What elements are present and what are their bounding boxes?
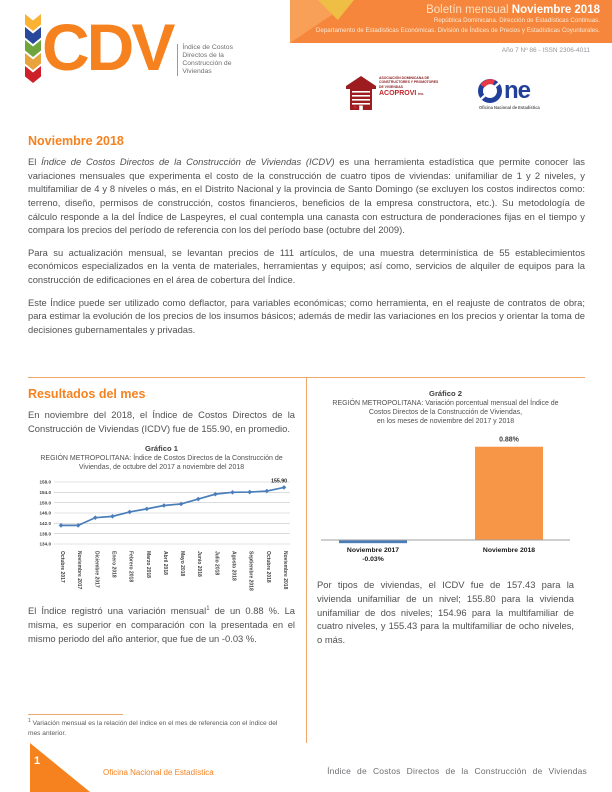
results-paragraph-1: En noviembre del 2018, el Índice de Costos Directos de la Construcción de Viviendas (ICDV) fue de 155.90, en promedio. xyxy=(28,409,295,434)
svg-text:142.0: 142.0 xyxy=(39,521,51,527)
one-name: ne xyxy=(504,76,531,104)
icdv-logo-tagline xyxy=(177,44,233,76)
intro-paragraph-2: Para su actualización mensual, se levantan precios de 111 artículos, de una muestra determinística de 55 establecimientos económicos especializados en la venta de materiales, herramientas y equipos; así como, servicios de alquiler de equipos para la construcción de edificaciones en el área de cobertura del Índice. xyxy=(28,246,585,285)
svg-text:Abril 2018: Abril 2018 xyxy=(161,551,168,576)
intro-heading: Noviembre 2018 xyxy=(28,134,124,148)
svg-text:Octubre 2018: Octubre 2018 xyxy=(264,551,271,584)
svg-text:Julio 2018: Julio 2018 xyxy=(213,551,220,576)
grafico-1-subtitle: REGIÓN METROPOLITANA: Índice de Costos Directos de la Construcción de Viviendas, de octubre del 2017 a noviembre del 2018 xyxy=(40,455,283,472)
tagline-line: Directos de la xyxy=(182,51,224,59)
tagline-line: Viviendas xyxy=(182,67,212,75)
svg-text:Agosto 2018: Agosto 2018 xyxy=(230,551,237,582)
intro-paragraph-1: El Índice de Costos Directos de la Construcción de Viviendas (ICDV) es una herramienta estadística que permite conocer las variaciones mensuales que experimenta el costo de la construcción de cuatro tipos de viviendas: unifamiliar de 1 y 2 niveles, y multifamiliar de 4 y 8 niveles o más, en el Distrito Nacional y la provincia de Santo Domingo (se excluyen los costos indirectos como: terreno, diseño, permisos de construcción, costos financieros, beneficios de la empresa constructora, etc.). Su metodología de cálculo responde a la del Índice de Laspeyres, el cual contempla una canasta con estructura de ponderaciones fijas en el tiempo y compara los precios del período de referencia con los del período base (octubre del 2009). xyxy=(28,156,585,236)
banner-subtitle-2: Departamento de Estadísticas Económicas. División de Índices de Precios y Estadísticas Coyunturales. xyxy=(315,26,600,34)
svg-text:154.0: 154.0 xyxy=(39,490,51,496)
svg-text:Noviembre 2017: Noviembre 2017 xyxy=(346,547,400,555)
results-section xyxy=(28,377,585,743)
svg-text:Noviembre 2017: Noviembre 2017 xyxy=(76,551,83,590)
page-number-triangle xyxy=(30,743,90,792)
results-heading: Resultados del mes xyxy=(28,387,146,401)
footnote xyxy=(28,714,286,738)
acoprovi-building-icon xyxy=(346,76,376,110)
svg-text:150.0: 150.0 xyxy=(39,500,51,506)
acoprovi-org-name: ASOCIACIÓN DOMINICANA DE CONSTRUCTORES Y PROMOTORES DE VIVIENDAS xyxy=(379,76,439,89)
svg-text:Febrero 2018: Febrero 2018 xyxy=(127,551,134,583)
footnote-rule xyxy=(28,714,123,715)
svg-text:Noviembre 2018: Noviembre 2018 xyxy=(482,547,536,555)
svg-text:138.0: 138.0 xyxy=(39,531,51,537)
intro-section xyxy=(28,134,585,346)
svg-text:155.90: 155.90 xyxy=(271,478,287,485)
footnote-reference: 1 xyxy=(206,606,210,613)
svg-text:Septiembre 2018: Septiembre 2018 xyxy=(247,551,254,592)
icdv-italic-name: Índice de Costos Directos de la Construcción de Viviendas (ICDV) xyxy=(41,156,335,167)
grafico-2-title: Gráfico 2 xyxy=(429,389,462,398)
grafico-1-plot xyxy=(28,474,296,600)
banner-title-date: Noviembre 2018 xyxy=(511,4,600,16)
svg-text:158.0: 158.0 xyxy=(39,480,51,486)
grafico-2-plot xyxy=(317,428,574,570)
banner-text xyxy=(316,4,600,36)
acoprovi-text xyxy=(379,76,439,97)
one-logo-row xyxy=(477,77,573,104)
svg-text:134.0: 134.0 xyxy=(39,542,51,548)
header-banner xyxy=(290,0,612,43)
acoprovi-logo xyxy=(346,76,439,110)
icdv-logo-acronym: CDV xyxy=(42,10,173,84)
one-o-icon xyxy=(477,77,504,104)
banner-title xyxy=(316,4,600,16)
results-left-column xyxy=(28,378,307,743)
svg-text:Enero 2018: Enero 2018 xyxy=(110,551,117,579)
icdv-logo-chevrons-icon xyxy=(25,14,41,79)
intro-paragraph-3: Este Índice puede ser utilizado como deflactor, para variables económicas; como herramienta, en el reajuste de contratos de obra; para estimar la evolución de los precios de los insumos básicos; además de medir las variaciones en los precios y orientar la toma de decisiones gubernamentales y privadas. xyxy=(28,296,585,335)
results-right-column xyxy=(307,378,574,743)
svg-text:146.0: 146.0 xyxy=(39,511,51,517)
banner-subtitle-1: República Dominicana. Dirección de Estadísticas Continuas. xyxy=(433,17,600,24)
footer-org-name: Oficina Nacional de Estadística xyxy=(103,768,214,777)
one-caption: Oficina Nacional de Estadística xyxy=(479,105,540,110)
svg-text:-0.03%: -0.03% xyxy=(362,556,384,564)
svg-text:Diciembre 2017: Diciembre 2017 xyxy=(93,551,100,589)
results-paragraph-3: Por tipos de viviendas, el ICDV fue de 157.43 para la vivienda unifamiliar de un nivel; 155.80 para la vivienda unifamiliar de dos niveles; 154.96 para la multifamiliar de cuatro niveles, y 155.43 para la multifamiliar de ocho niveles, o más. xyxy=(317,579,574,645)
results-paragraph-2: El Índice registró una variación mensual$^1$ de un 0.88 %. La misma, es superior en comparación con la presentada en el mismo periodo del año anterior, que fue de un -0.03 %. xyxy=(28,605,296,644)
grafico-2-subtitle: REGIÓN METROPOLITANA: Variación porcentual mensual del Índice de Costos Directos de la Construcción de Viviendas, en los meses de noviembre del 2017 y 2018 xyxy=(332,400,559,426)
tagline-line: Índice de Costos xyxy=(182,43,233,51)
footer-doc-title: Índice de Costos Directos de la Construcción de Viviendas xyxy=(327,766,587,776)
issue-issn-line: Año 7 Nº 86 - ISSN 2306-4011 xyxy=(501,47,590,54)
acoprovi-name: ACOPROVI inc. xyxy=(379,90,425,98)
footnote-text: $^1$ Variación mensual es la relación del índice en el mes de referencia con el índice del mes anterior. xyxy=(28,718,278,737)
grafico-1-title: Gráfico 1 xyxy=(145,444,178,454)
svg-text:Junio 2018: Junio 2018 xyxy=(196,551,203,578)
svg-text:Octubre 2017: Octubre 2017 xyxy=(59,551,65,584)
svg-text:Noviembre 2018: Noviembre 2018 xyxy=(282,551,288,590)
chevron-icon xyxy=(25,14,41,31)
svg-text:0.88%: 0.88% xyxy=(499,437,519,445)
one-logo xyxy=(477,77,573,110)
page-number: 1 xyxy=(34,755,41,767)
tagline-line: Construcción de xyxy=(182,59,232,67)
icdv-logo xyxy=(25,8,233,86)
svg-text:Mayo 2018: Mayo 2018 xyxy=(179,551,186,577)
svg-text:Marzo 2018: Marzo 2018 xyxy=(144,551,151,579)
banner-title-prefix: Boletín mensual xyxy=(426,4,512,16)
